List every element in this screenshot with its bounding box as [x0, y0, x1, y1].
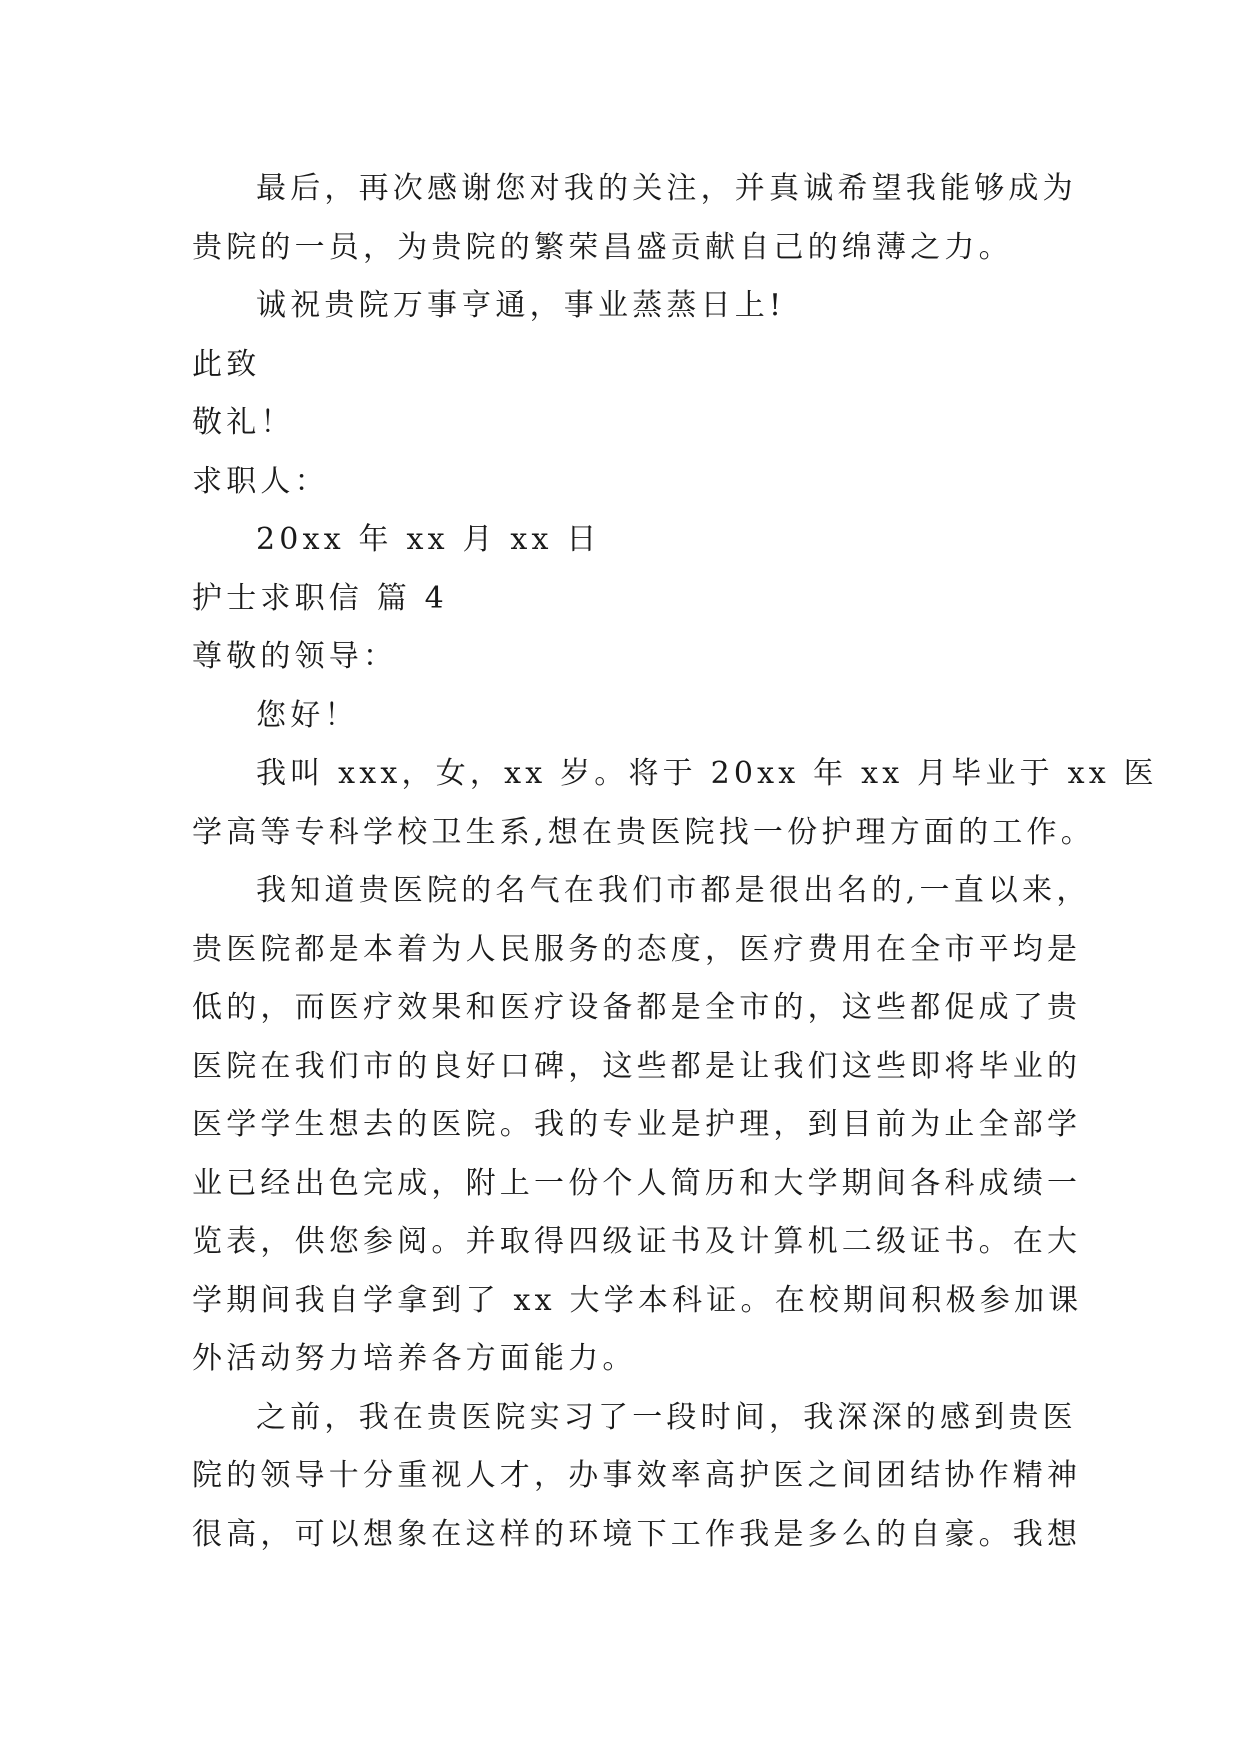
paragraph-line: 医学学生想去的医院。我的专业是护理，到目前为止全部学: [192, 1107, 1082, 1142]
paragraph-line: 我叫 xxx，女，xx 岁。将于 20xx 年 xx 月毕业于 xx 医: [256, 756, 1158, 791]
paragraph-line: 览表，供您参阅。并取得四级证书及计算机二级证书。在大: [192, 1224, 1082, 1259]
salutation-line: 敬礼！: [192, 405, 295, 440]
document-page: [192, 160, 1158, 1564]
greeting-line: 您好！: [256, 697, 359, 733]
salutation-line: 此致: [192, 346, 261, 382]
paragraph-line: 最后，再次感谢您对我的关注，并真诚希望我能够成为: [256, 171, 1077, 206]
paragraph-line: 很高，可以想象在这样的环境下工作我是多么的自豪。我想: [192, 1516, 1082, 1552]
paragraph-line: 院的领导十分重视人才，办事效率高护医之间团结协作精神: [192, 1458, 1082, 1493]
paragraph-line: 之前，我在贵医院实习了一段时间，我深深的感到贵医: [256, 1399, 1077, 1435]
date-line: 20xx 年 xx 月 xx 日: [256, 522, 601, 557]
paragraph-line: 低的，而医疗效果和医疗设备都是全市的，这些都促成了贵: [192, 990, 1082, 1025]
paragraph-line: 学高等专科学校卫生系,想在贵医院找一份护理方面的工作。: [192, 814, 1095, 850]
closing-wish-line: 诚祝贵院万事亨通，事业蒸蒸日上!: [256, 288, 786, 323]
paragraph-line: 学期间我自学拿到了 xx 大学本科证。在校期间积极参加课: [192, 1282, 1083, 1318]
paragraph-line: 贵医院都是本着为人民服务的态度，医疗费用在全市平均是: [192, 931, 1082, 967]
paragraph-line: 我知道贵医院的名气在我们市都是很出名的,一直以来，: [256, 873, 1091, 908]
paragraph-line: 业已经出色完成，附上一份个人简历和大学期间各科成绩一: [192, 1165, 1082, 1201]
paragraph-line: 医院在我们市的良好口碑，这些都是让我们这些即将毕业的: [192, 1048, 1082, 1084]
greeting-line: 尊敬的领导：: [192, 639, 398, 674]
applicant-signature-line: 求职人：: [192, 463, 329, 499]
section-heading: 护士求职信 篇 4: [192, 580, 448, 616]
paragraph-line: 贵院的一员，为贵院的繁荣昌盛贡献自己的绵薄之力。: [192, 229, 1013, 265]
paragraph-line: 外活动努力培养各方面能力。: [192, 1341, 637, 1376]
